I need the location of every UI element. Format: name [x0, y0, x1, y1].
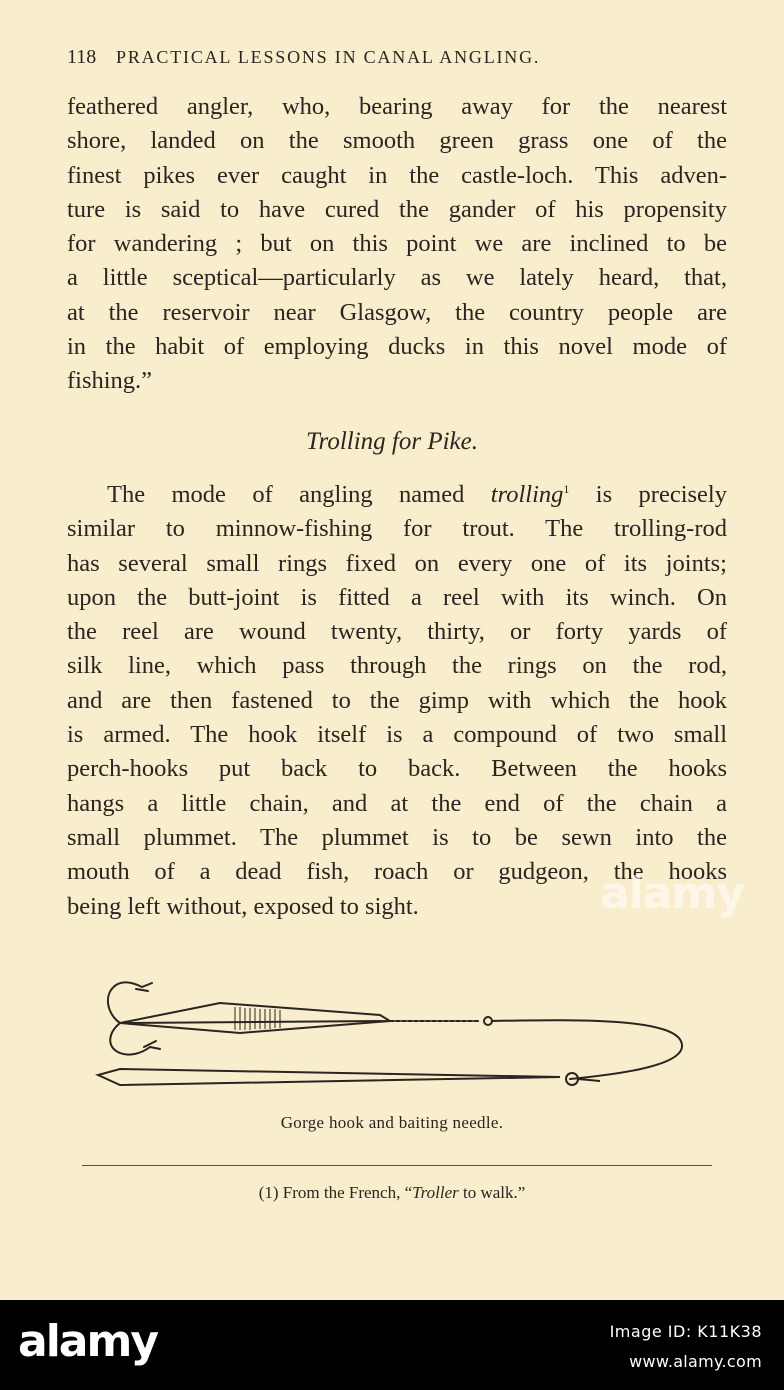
running-title: PRACTICAL LESSONS IN CANAL ANGLING.: [116, 47, 541, 67]
text-line: finest pikes ever caught in the castle-loch. This adven-: [67, 161, 727, 189]
text-line: similar to minnow-fishing for trout. The trolling-rod: [67, 515, 727, 543]
text-line: silk line, which pass through the rings on the rod,: [67, 652, 727, 680]
italic-term: trolling: [490, 481, 564, 508]
text-line: small plummet. The plummet is to be sewn into the: [67, 823, 727, 851]
text-line: a little sceptical—particularly as we lately heard, that,: [67, 264, 727, 292]
text-line: and are then fastened to the gimp with which the hook: [67, 686, 727, 714]
running-header: [67, 46, 724, 69]
page-number: 118: [67, 46, 97, 68]
section-heading: Trolling for Pike.: [306, 428, 478, 455]
text-run: The mode of angling named: [107, 481, 491, 508]
footnote-text: From the French, “: [282, 1183, 413, 1202]
text-line: perch-hooks put back to back. Between the hooks: [67, 755, 727, 783]
text-line: is armed. The hook itself is a compound of two small: [67, 721, 727, 749]
text-line: being left without, exposed to sight.: [67, 892, 419, 920]
text-line-first: [67, 478, 727, 512]
text-run: is precisely: [569, 481, 727, 508]
text-line: hangs a little chain, and at the end of the chain a: [67, 789, 727, 817]
alamy-logo: alamy: [18, 1316, 157, 1367]
text-line: in the habit of employing ducks in this novel mode of: [67, 333, 727, 361]
image-id: Image ID: K11K38: [609, 1322, 762, 1341]
footnote-text: to walk.”: [458, 1183, 526, 1202]
text-line: mouth of a dead fish, roach or gudgeon, the hooks: [67, 858, 727, 886]
paragraph-continued: [67, 90, 727, 399]
text-line: fishing.”: [67, 367, 153, 395]
text-line: the reel are wound twenty, thirty, or forty yards of: [67, 618, 727, 646]
gorge-hook-illustration: [90, 975, 690, 1100]
figure-caption: Gorge hook and baiting needle.: [280, 1113, 504, 1132]
gorge-hook: [108, 982, 682, 1079]
footnote: [0, 1183, 784, 1203]
baiting-needle: [98, 1069, 600, 1085]
footnote-marker: 1: [563, 481, 570, 496]
text-line: for wandering ; but on this point we are inclined to be: [67, 230, 727, 258]
text-line: feathered angler, who, bearing away for the nearest: [67, 93, 727, 120]
alamy-watermark: alamy: [600, 868, 744, 919]
hook-binding: [235, 1007, 280, 1030]
text-line: has several small rings fixed on every one of its joints;: [67, 549, 727, 577]
site-url: www.alamy.com: [629, 1352, 762, 1371]
footnote-number: (1): [258, 1183, 279, 1202]
stock-banner: [0, 1300, 784, 1390]
text-line: at the reservoir near Glasgow, the country people are: [67, 298, 727, 326]
text-line: ture is said to have cured the gander of his propensity: [67, 195, 727, 223]
footnote-rule: [82, 1165, 712, 1166]
footnote-italic: Troller: [412, 1183, 459, 1202]
paragraph-trolling: [67, 478, 727, 924]
text-line: shore, landed on the smooth green grass one of the: [67, 127, 727, 155]
text-line: upon the butt-joint is fitted a reel with its winch. On: [67, 583, 727, 611]
